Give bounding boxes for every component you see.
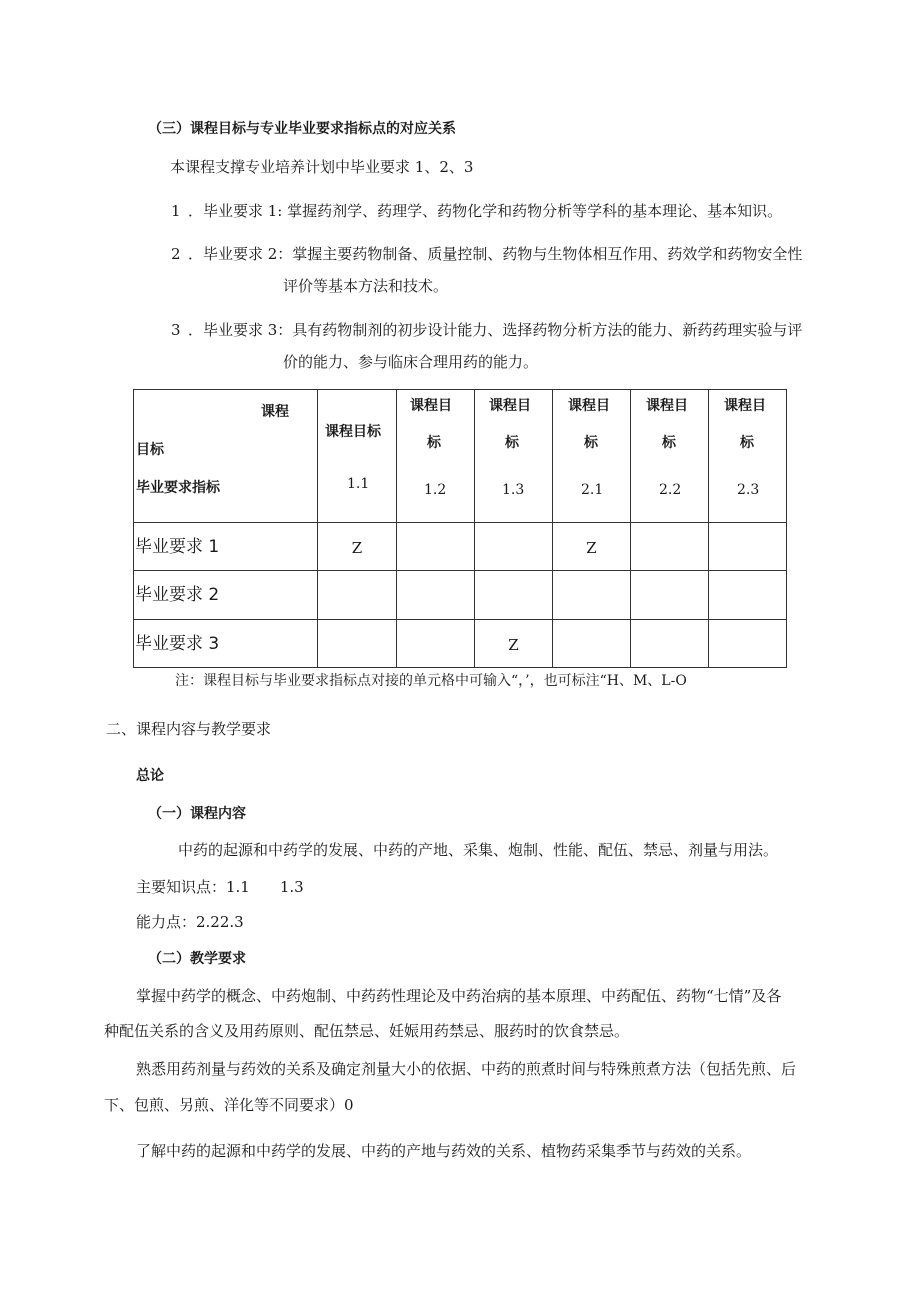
table-border-top [133, 389, 787, 390]
corner-header-top: 课程 [261, 404, 289, 420]
row-label: 毕业要求 1 [135, 537, 220, 557]
sub-heading-requirements: （二）教学要求 [148, 951, 246, 967]
req-1-text: ．毕业要求 1: 掌握药剂学、药理学、药物化学和药物分析等学科的基本理论、基本知识。 [188, 202, 783, 220]
general-title: 总论 [136, 768, 164, 784]
table-col-divider [708, 389, 709, 668]
corner-header-mid: 目标 [136, 442, 164, 458]
req-3-num: 3 [171, 321, 181, 339]
req-2-num: 2 [171, 245, 181, 263]
row-label: 毕业要求 3 [135, 634, 220, 654]
table-cell: Z [351, 539, 363, 557]
req-para1-line1: 掌握中药学的概念、中药炮制、中药药性理论及中药治病的基本原理、中药配伍、药物“七情”及各 [136, 987, 782, 1005]
col-header-num: 1.3 [502, 482, 525, 498]
req-para2-line2: 下、包煎、另煎、洋化等不同要求）0 [104, 1096, 354, 1114]
req-para2-line1: 熟悉用药剂量与药效的关系及确定剂量大小的依据、中药的煎煮时间与特殊煎煮方法（包括先煎、后 [136, 1060, 797, 1078]
col-header-num: 1.1 [347, 476, 370, 492]
intro-text: 本课程支撑专业培养计划中毕业要求 1、2、3 [170, 158, 474, 176]
req-1-num: 1 [171, 202, 181, 220]
req-para3: 了解中药的起源和中药学的发展、中药的产地与药效的关系、植物药采集季节与药效的关系。 [136, 1142, 752, 1160]
col-header-label: 课程目标 [325, 424, 381, 440]
col-header-label: 课程目 [410, 398, 452, 414]
table-col-divider [396, 389, 397, 668]
sub-heading-content: （一）课程内容 [148, 806, 246, 822]
ability-points: 能力点：2.22.3 [136, 913, 244, 931]
table-col-divider [630, 389, 631, 668]
col-header-label: 标 [662, 435, 676, 451]
req-3-text: ．毕业要求 3：具有药物制剂的初步设计能力、选择药物分析方法的能力、新药药理实验与评 [188, 321, 803, 339]
table-border-left [133, 389, 134, 668]
col-header-label: 标 [505, 435, 519, 451]
table-col-divider [552, 389, 553, 668]
col-header-label: 标 [584, 435, 598, 451]
col-header-label: 课程目 [724, 398, 766, 414]
col-header-num: 1.2 [424, 482, 447, 498]
req-2-text: ．毕业要求 2：掌握主要药物制备、质量控制、药物与生物体相互作用、药效学和药物安全性 [188, 245, 803, 263]
mapping-table [133, 389, 787, 668]
col-header-label: 标 [740, 435, 754, 451]
table-border-bottom [133, 667, 787, 668]
table-row-divider [133, 619, 787, 620]
col-header-num: 2.1 [581, 482, 604, 498]
req-2-cont: 评价等基本方法和技术。 [283, 277, 449, 295]
col-header-num: 2.3 [737, 482, 760, 498]
part2-heading: 二、课程内容与教学要求 [106, 720, 272, 738]
table-col-divider [317, 389, 318, 668]
col-header-num: 2.2 [659, 482, 682, 498]
row-label: 毕业要求 2 [135, 585, 220, 605]
table-note: 注：课程目标与毕业要求指标点对接的单元格中可输入“，’，也可标注“H、M、L-O [175, 673, 687, 689]
col-header-label: 课程目 [568, 398, 610, 414]
knowledge-points: 主要知识点：1.1 1.3 [136, 878, 304, 896]
table-cell: Z [586, 539, 597, 557]
col-header-label: 标 [427, 435, 441, 451]
col-header-label: 课程目 [489, 398, 531, 414]
col-header-label: 课程目 [646, 398, 688, 414]
table-row-divider [133, 570, 787, 571]
req-3-cont: 价的能力、参与临床合理用药的能力。 [283, 353, 539, 371]
table-col-divider [474, 389, 475, 668]
corner-header-bottom: 毕业要求指标 [136, 480, 220, 496]
section-heading: （三）课程目标与专业毕业要求指标点的对应关系 [148, 121, 456, 137]
table-row-divider [133, 522, 787, 523]
table-cell: Z [508, 636, 519, 654]
req-para1-line2: 种配伍关系的含义及用药原则、配伍禁忌、妊娠用药禁忌、服药时的饮食禁忌。 [104, 1022, 630, 1040]
content-text: 中药的起源和中药学的发展、中药的产地、采集、炮制、性能、配伍、禁忌、剂量与用法。 [178, 841, 779, 859]
table-border-right [786, 389, 787, 668]
